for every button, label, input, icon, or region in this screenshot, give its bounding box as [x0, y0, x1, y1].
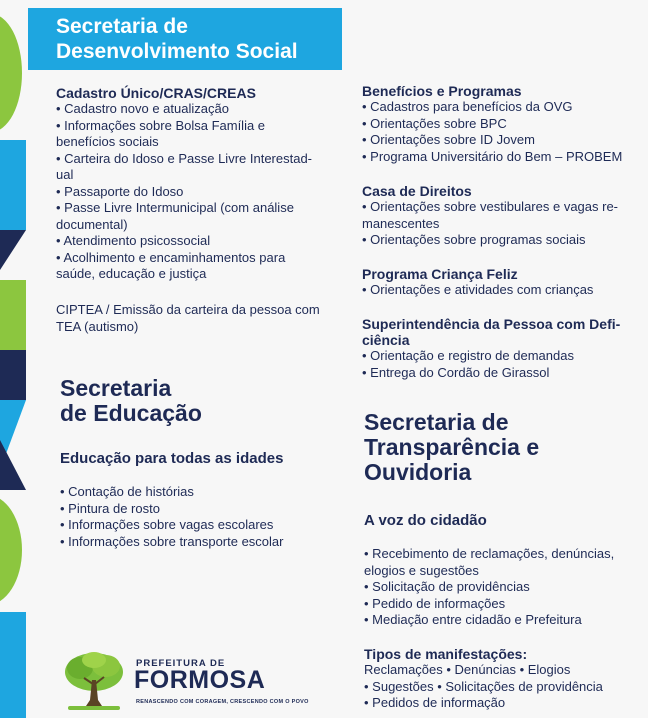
list-item: • Pintura de rosto [60, 500, 160, 516]
decor-cyan-block-2 [0, 612, 26, 718]
list-item: • Orientações sobre BPC [362, 115, 507, 131]
cadastro-line: • Atendimento psicossocial [56, 233, 211, 248]
transparencia-section [364, 410, 539, 485]
casa-line: manescentes [362, 215, 440, 231]
header-title-line-2: Desenvolvimento Social [56, 40, 298, 63]
cadastro-line: • Informações sobre Bolsa Família e [56, 117, 266, 133]
list-item: • Entrega do Cordão de Girassol [362, 364, 550, 380]
manifestacoes-line: • Sugestões • Solicitações de providência [364, 678, 603, 694]
transparencia-line: • Solicitação de providências [364, 579, 530, 594]
manifestacoes-heading: Tipos de manifestações: [364, 646, 528, 662]
transparencia-title-line-3: Ouvidoria [364, 459, 472, 485]
transparencia-title-line-2: Transparência e [364, 434, 540, 460]
list-item: • Cadastros para benefícios da OVG [362, 99, 573, 114]
header-title-line-1: Secretaria de [56, 15, 188, 38]
cadastro-line: • Passe Livre Intermunicipal (com análise [56, 200, 294, 215]
ciptea-section [56, 302, 320, 335]
educacao-title-line-1: Secretaria [60, 375, 172, 401]
beneficios-section [362, 83, 622, 165]
crianca-heading: Programa Criança Feliz [362, 266, 518, 282]
transparencia-line: • Pedido de informações [364, 595, 506, 611]
logo-tagline: RENASCENDO COM CORAGEM, CRESCENDO COM O POVO [136, 699, 309, 705]
decorative-stripe [0, 0, 26, 718]
header-banner [28, 8, 342, 70]
list-item: • Orientação e registro de demandas [362, 348, 574, 363]
deficiencia-section [362, 316, 620, 381]
cadastro-line: saúde, educação e justiça [56, 266, 207, 281]
beneficios-heading: Benefícios e Programas [362, 83, 522, 99]
deficiencia-heading-line-2: ciência [362, 332, 410, 348]
decor-navy-block [0, 350, 26, 400]
decor-navy-triangle-2 [0, 440, 26, 490]
cadastro-line: • Passaporte do Idoso [56, 183, 184, 199]
cadastro-line: ual [56, 167, 74, 182]
manifestacoes-section [364, 646, 603, 712]
educacao-subtitle: Educação para todas as idades [60, 450, 284, 467]
ciptea-line: TEA (autismo) [56, 318, 139, 334]
transparencia-line: elogios e sugestões [364, 562, 479, 578]
transparencia-title-line-1: Secretaria de [364, 409, 509, 435]
transparencia-line: • Recebimento de reclamações, denúncias, [364, 546, 615, 561]
deficiencia-heading-line-1: Superintendência da Pessoa com Defi- [362, 316, 621, 332]
ciptea-line: CIPTEA / Emissão da carteira da pessoa com [56, 302, 320, 317]
manifestacoes-line: Reclamações • Denúncias • Elogios [364, 662, 571, 677]
cadastro-line: • Acolhimento e encaminhamentos para [56, 249, 286, 265]
decor-green-circle-bottom [0, 495, 22, 605]
decor-green-circle-top [0, 14, 22, 132]
manifestacoes-line: • Pedidos de informação [364, 695, 506, 710]
decor-navy-triangle-1 [0, 230, 26, 270]
educacao-title-line-2: de Educação [60, 400, 202, 426]
prefeitura-logo [62, 650, 309, 714]
tree-icon [62, 650, 126, 712]
decor-green-block [0, 280, 26, 350]
logo-small-text: PREFEITURA DE [136, 658, 226, 669]
cadastro-line: documental) [56, 216, 128, 232]
logo-big-text: FORMOSA [134, 666, 266, 694]
list-item: • Orientações sobre ID Jovem [362, 132, 535, 147]
educacao-list [60, 484, 284, 550]
transparencia-subtitle: A voz do cidadão [364, 512, 487, 529]
crianca-section [362, 266, 593, 299]
list-item: • Programa Universitário do Bem – PROBEM [362, 148, 623, 164]
educacao-section [60, 376, 202, 426]
cadastro-heading: Cadastro Único/CRAS/CREAS [56, 85, 256, 101]
transparencia-subtitle-wrap [364, 512, 487, 530]
casa-heading: Casa de Direitos [362, 183, 472, 199]
transparencia-list [364, 546, 614, 629]
casa-section [362, 183, 618, 249]
decor-cyan-block-1 [0, 140, 26, 230]
cadastro-section [56, 85, 312, 283]
casa-line: • Orientações sobre programas sociais [362, 232, 586, 247]
list-item: • Informações sobre vagas escolares [60, 517, 274, 532]
transparencia-line: • Mediação entre cidadão e Prefeitura [364, 612, 582, 627]
casa-line: • Orientações sobre vestibulares e vagas re- [362, 199, 619, 214]
educacao-subtitle-wrap [60, 450, 283, 468]
list-item: • Orientações e atividades com crianças [362, 282, 594, 297]
cadastro-line: benefícios sociais [56, 134, 159, 149]
list-item: • Contação de histórias [60, 484, 194, 499]
cadastro-line: • Carteira do Idoso e Passe Livre Interestad- [56, 150, 313, 166]
list-item: • Informações sobre transporte escolar [60, 533, 284, 549]
cadastro-line: • Cadastro novo e atualização [56, 101, 229, 116]
